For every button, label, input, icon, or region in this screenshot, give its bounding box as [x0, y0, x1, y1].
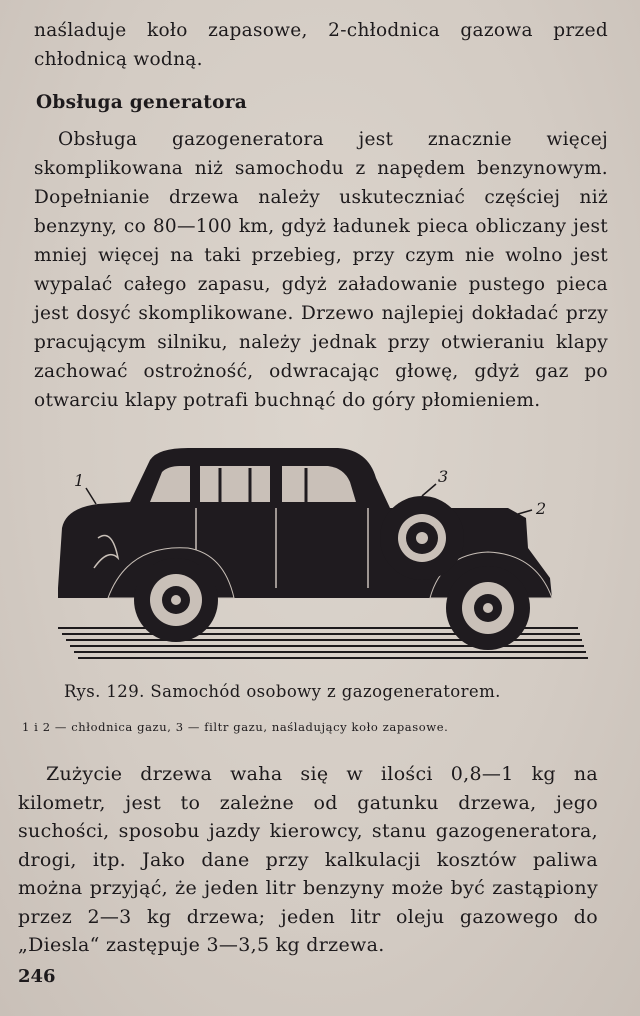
page-number: 246 [18, 966, 56, 987]
intro-paragraph: naśladuje koło zapasowe, 2-chłodnica gazowa przed chłodnicą wodną. [34, 20, 608, 70]
section-heading: Obsługa generatora [36, 92, 248, 113]
window-middle [200, 466, 270, 502]
callout-label-2: 2 [536, 499, 547, 518]
callout-label-3: 3 [438, 467, 449, 486]
car-illustration [38, 438, 598, 670]
callout-label-1: 1 [74, 471, 85, 490]
front-wheel [446, 566, 530, 650]
figure-legend: 1 i 2 — chłodnica gazu, 3 — filtr gazu, naśladujący koło zapasowe. [22, 720, 449, 734]
spare-wheel-filter [380, 496, 464, 580]
end-paragraph: Zużycie drzewa waha się w ilości 0,8—1 kg na kilometr, jest to zależne od gatunku drzewa, jego suchości, sposobu jazdy kierowcy, stanu gazogeneratora, drogi, itp. Jako dane przy kalkulacji kosztów paliwa można przyjąć, że jeden litr benzyny może być zastąpiony przez 2—3 kg drzewa; jeden litr oleju gazowego do „Diesla“ zastępuje 3—3,5 kg drzewa. [18, 763, 598, 956]
rear-wheel [134, 558, 218, 642]
main-paragraph: Obsługa gazogeneratora jest znacznie więcej skomplikowana niż samochodu z napędem benzynowym. Dopełnianie drzewa należy uskuteczniać częściej niż benzyny, co 80—100 km, gdyż ładunek pieca obliczany jest mniej więcej na taki przebieg, przy czym nie wolno jest wypalać całego zapasu, gdyż załadowanie pustego pieca jest dosyć skomplikowane. Drzewo najlepiej dokładać przy pracującym silniku, należy jednak przy otwieraniu klapy zachować ostrożność, odwracając głowę, gdyż gaz po otwarciu klapy potrafi buchnąć do góry płomieniem. [34, 129, 608, 411]
figure-caption: Rys. 129. Samochód osobowy z gazogeneratorem. [64, 682, 501, 701]
car-drawing [38, 438, 598, 670]
